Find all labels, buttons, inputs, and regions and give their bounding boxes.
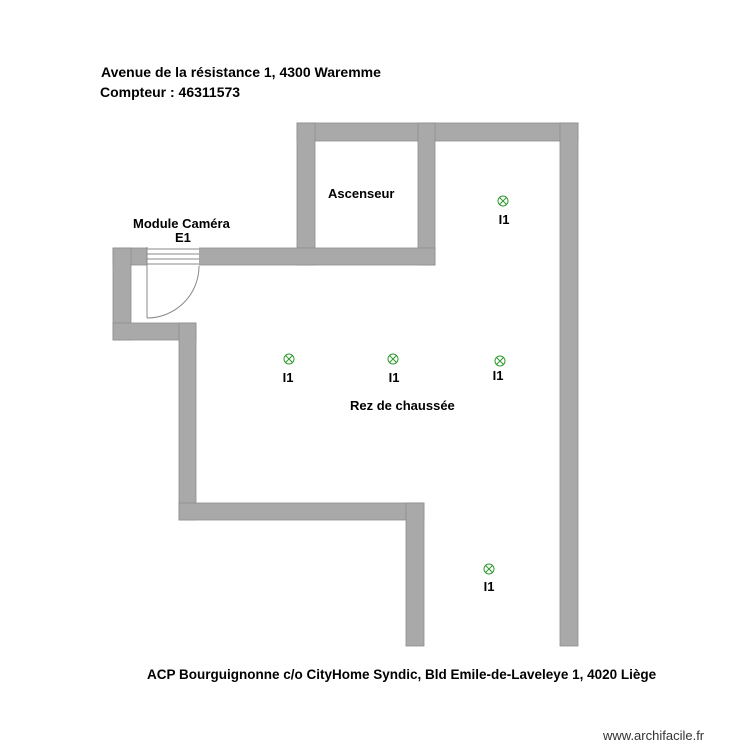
address-text: Avenue de la résistance 1, 4300 Waremme bbox=[101, 64, 381, 80]
meter-text: Compteur : 46311573 bbox=[100, 84, 241, 100]
wall-bottom-left bbox=[179, 503, 424, 520]
light-icon bbox=[284, 354, 294, 364]
wall-elevator-right bbox=[418, 123, 435, 265]
camera-code: E1 bbox=[175, 230, 191, 245]
light-icon bbox=[498, 196, 508, 206]
door bbox=[147, 247, 199, 318]
light-icon bbox=[388, 354, 398, 364]
wall-bottom-inner bbox=[406, 503, 424, 646]
light-icon bbox=[495, 356, 505, 366]
wall-top bbox=[297, 123, 578, 141]
light-code: I1 bbox=[492, 368, 504, 383]
light-code: I1 bbox=[282, 370, 294, 385]
light-code: I1 bbox=[498, 212, 510, 227]
ground-floor-label: Rez de chaussée bbox=[350, 398, 455, 413]
light-icon bbox=[484, 564, 494, 574]
wall-elevator-left bbox=[297, 123, 315, 265]
wall-right bbox=[560, 123, 578, 646]
light-code: I1 bbox=[388, 370, 400, 385]
owner-text: ACP Bourguignonne c/o CityHome Syndic, Bld Emile-de-Laveleye 1, 4020 Liège bbox=[147, 667, 657, 682]
elevator-label: Ascenseur bbox=[328, 186, 395, 201]
light-code: I1 bbox=[483, 579, 495, 594]
watermark: www.archifacile.fr bbox=[603, 728, 705, 743]
camera-title: Module Caméra bbox=[133, 216, 230, 231]
wall-left bbox=[179, 323, 196, 520]
